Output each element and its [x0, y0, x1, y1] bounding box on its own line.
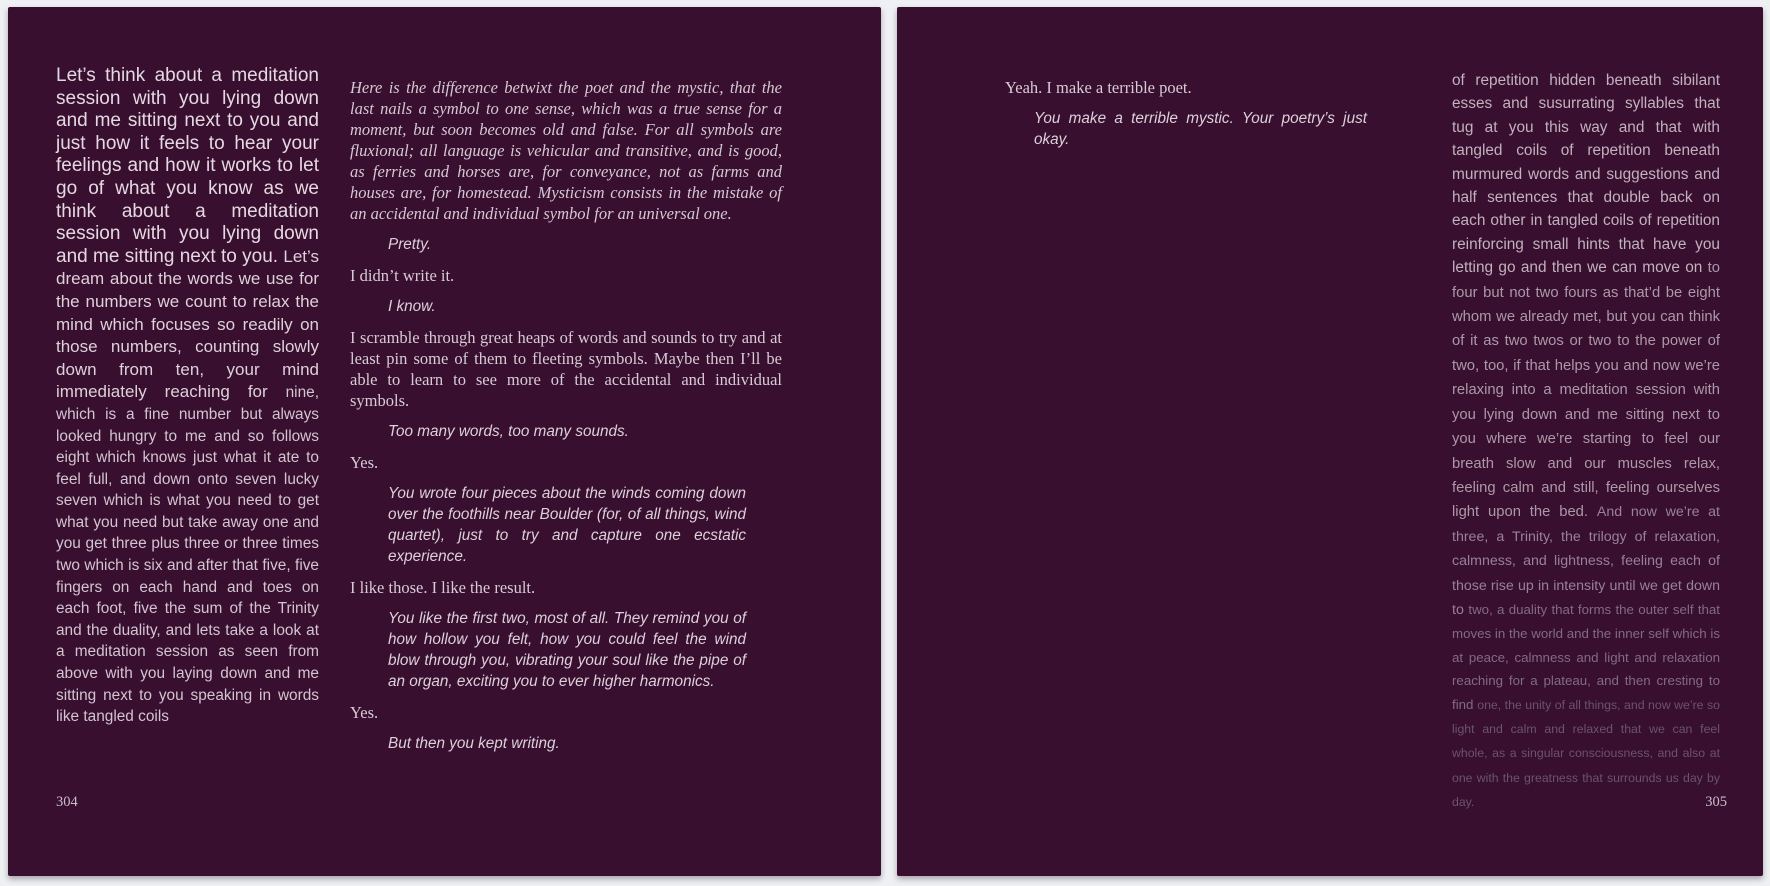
meditation-run-level-3: And now we’re at three, a Trinity, the trilogy of relaxation, calmness, and lightness, feeling each of those rise up in intensity until we get down to [1452, 504, 1721, 618]
page-number-left: 304 [56, 794, 78, 810]
dialog-narrator-line: Yeah. I make a terrible poet. [1005, 78, 1192, 97]
meditation-run-level-1: of repetition hidden beneath sibilant esses and susurrating syllables that tug at you this way and that with tangled coils of repetition beneath murmured words and suggestions and half sentences that double back on each other in tangled coils of repetition reinforcing small hints that have you letting go and then we can move on [1452, 72, 1720, 277]
dialog-narrator-line: Yes. [350, 703, 379, 722]
dialog-voice-line: But then you kept writing. [388, 735, 560, 752]
dialog-column-left [350, 77, 782, 764]
dialog-narrator-line: I didn’t write it. [350, 266, 455, 285]
dialog-voice-line: Pretty. [388, 236, 432, 253]
meditation-column-left [56, 65, 319, 728]
dialog-voice-line: You like the first two, most of all. They remind you of how hollow you felt, how you could feel the wind blow through you, vibrating your soul like the pipe of an organ, exciting you to ever higher harmonics. [388, 610, 746, 690]
meditation-run-level-4: two, a duality that forms the outer self that moves in the world and the inner self which is at peace, calmness and light and relaxation reaching for a plateau, and then cresting to find [1452, 601, 1720, 712]
dialog-voice-line: You wrote four pieces about the winds coming down over the foothills near Boulder (for, of all things, wind quartet), just to try and capture one ecstatic experience. [388, 485, 746, 565]
dialog-voice-line: I know. [388, 298, 436, 315]
book-page-right[interactable] [897, 7, 1763, 876]
meditation-run-level-2: to four but not two fours as that’d be eight whom we already met, but you can think of it as two twos or two to the power of two, too, if that helps you and now we’re relaxing into a meditation session with you lying down and me sitting next to you where we’re starting to feel our breath slow and our muscles relax, feeling calm and still, feeling ourselves light upon the bed. [1452, 260, 1720, 521]
meditation-run-level-5: one, the unity of all things, and now we’re so light and calm and relaxed that we can feel whole, as a singular consciousness, and also at one with the greatness that surrounds us day by day. [1452, 697, 1720, 810]
dialog-narrator-line: I like those. I like the result. [350, 578, 536, 597]
meditation-run-level-2: Let’s dream about the words we use for the numbers we count to relax the mind which focuses so readily on those numbers, counting slowly down from ten, your mind immediately reaching for [56, 246, 319, 402]
dialog-epigraph-line: Here is the difference betwixt the poet and the mystic, that the last nails a symbol to one sense, which was a true sense for a moment, but soon becomes old and false. For all symbols are fluxional; all language is vehicular and transitive, and is good, as ferries and horses are, for conveyance, not as farms and houses are, for homestead. Mysticism consists in the mistake of an accidental and individual symbol for an universal one. [350, 78, 782, 223]
dialog-column-right [1005, 77, 1367, 160]
page-number-right: 305 [1705, 794, 1727, 810]
dialog-voice-line: Too many words, too many sounds. [388, 423, 629, 440]
meditation-run-level-3: nine, which is a fine number but always looked hungry to me and so follows eight which knows just what it ate to feel full, and down onto seven lucky seven which is what you need to get what you need but take away one and you get three plus three or three times two which is six and after that five, five fingers on each hand and toes on each foot, five the sum of the Trinity and the duality, and lets take a look at a meditation session as seen from above with you laying down and me sitting next to you speaking in words like tangled coils [56, 384, 319, 726]
dialog-narrator-line: I scramble through great heaps of words and sounds to try and at least pin some of them to fleeting symbols. Maybe then I’ll be able to learn to see more of the accidental and individual symbols. [350, 328, 782, 410]
dialog-voice-line: You make a terrible mystic. Your poetry’s just okay. [1034, 110, 1367, 148]
dialog-narrator-line: Yes. [350, 453, 379, 472]
meditation-column-right [1452, 69, 1720, 815]
meditation-run-level-1: Let’s think about a meditation session with you lying down and me sitting next to you and just how it feels to hear your feelings and how it works to let go of what you know as we think about a meditation session with you lying down and me sitting next to you. [56, 65, 319, 267]
book-page-left[interactable] [8, 7, 881, 876]
